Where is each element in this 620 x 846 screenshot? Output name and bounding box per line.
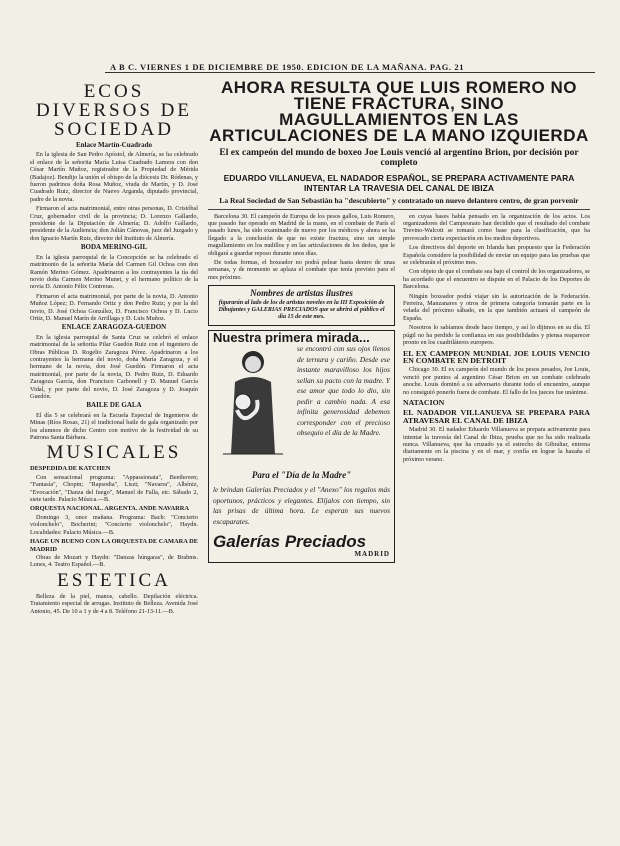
article-paragraph: Barcelona 30. El campeón de Europa de los pesos gallos, Luis Romero, que pasado fue operado en Madrid de la mano, en el combate de París el pasado lunes, ha sido examinado de nuevo por los médicos y ahora se ha llegado a la conclusión de que no existe fractura, sino un simple magullamiento en los nudillos y en las articulaciones de los dedos, que le obligará a guardar reposo durante unos días.: [208, 212, 395, 257]
mother-child-illustration-icon: [213, 344, 291, 464]
header-rule: [105, 72, 595, 73]
article-heading: DESPEDIDA DE KATCHEN: [30, 465, 111, 473]
third-headline: La Real Sociedad de San Sebastián ha "descubierto" y contratado un nuevo delantero centro, de gran porvenir: [219, 196, 579, 205]
brand-logo: Galerías Preciados: [213, 532, 367, 552]
article-paragraph: Con sensacional programa: "Appassionata", Beethoven; "Fantasía", Chopin; "Rapsodia", Liszt; "Navarra", Albéniz, "Evocación", "Danza del fuego", Manuel de Falla, etc. Sábado 2, siete tarde. Palacio Música.—B.: [30, 473, 198, 504]
article-paragraph: Los directivos del deporte en Irlanda han propuesto que la Federación Española considere la posibilidad de enviar un equipo para las pruebas que se celebrarán el próximo mes.: [403, 244, 590, 267]
exhibition-notice-box: [208, 285, 395, 325]
article-paragraph: En la iglesia parroquial de Santa Cruz se celebró el enlace matrimonial de la señorita Pilar Guedón Ruiz con el ingeniero de Obras Públicas D. Rogelio Zaragoza Pérez. Apadrinaron a los contrayentes la hermana del novio, doña María Zaragoza, y el hermano de la novia, don José Guedón. Firmaron el acta matrimonial, por parte de la novia, D. Pedro Ruiz, D. Eduardo Zaragoza García, don Francisco Carbonell y D. Manuel García Vidal, y por parte del novio, D. José Zaragoza y D. Joaquín Guedón.: [30, 333, 198, 400]
article-paragraph: Madrid 30. El nadador Eduardo Villanueva se prepara activamente para intentar la travesía del Canal de Ibiza, prueba que no ha sido realizada nunca. Villanueva, que ha cruzado ya el estrecho de Gibraltar, entrena diariamente en la piscina y en el mar, y confía en lograr la hazaña el próximo verano.: [403, 426, 590, 463]
article-paragraph: De todas formas, el boxeador no podrá pelear hasta dentro de unas semanas, y de momento se aplaza el combate que tenía previsto para el mes próximo.: [208, 259, 395, 281]
article-heading: EL EX CAMPEON MUNDIAL JOE LOUIS VENCIO EN COMBATE EN DETROIT: [403, 348, 590, 365]
article-heading: Enlace Martín-Cuadrado: [75, 141, 153, 149]
article-paragraph: Firmaron el acta matrimonial, entre otras personas, D. Cristóbal Cruz, gobernador civil de la provincia; D. Lorenzo Gallardo, presidente de la Diputación de Almería; D. Adolfo Gallardo, presidente de la Audiencia; don Julián Cánovas, juez del Juzgado y don Ignacio Martín Ruiz, director del Instituto de Almería.: [30, 205, 198, 242]
divider: [208, 209, 590, 210]
article-paragraph: Belleza de la piel, manos, cabello. Depilación eléctrica. Tratamiento especial de arrugas. Instituto de Belleza. Avenida José Antonio, 45. De 10 a 1 y de 4 a 8. Teléfono 21-13-11.—B.: [30, 592, 198, 615]
main-headline: AHORA RESULTA QUE LUIS ROMERO NO TIENE FRACTURA, SINO MAGULLAMIENTOS EN LAS ARTICULACIONES DE LA MANO IZQUIERDA: [209, 80, 589, 145]
sports-column: [208, 80, 590, 840]
ad-text-2: le brindan Galerías Preciados y el "Anexo" los regalos más oportunos, prácticos y elegantes. Elíjalos con tiempo, sin las prisas de última hora. Le esperan sus nuevos escaparates.: [213, 485, 390, 526]
box-title: Nombres de artistas ilustres: [250, 288, 353, 299]
body-column-left: [208, 213, 395, 567]
section-title-swimming: NATACION: [403, 397, 445, 407]
article-paragraph: En la iglesia parroquial de la Concepción se ha celebrado el matrimonio de la señorita María del Carmen Gil Ochoa con don Ramón Merino Gómez. Apadrinaron a los contrayentes la tía del novio doña Carmen Merino Munet, y el hermano político de la novia D. Antonio Félix Contreras.: [30, 253, 198, 291]
article-heading: HAGE UN BUENO CON LA ORQUESTA DE CAMARA DE MADRID: [30, 538, 198, 553]
galerias-advertisement: [208, 330, 395, 563]
ad-body: [213, 344, 390, 464]
section-title-music: MUSICALES: [46, 442, 182, 464]
article-heading: EL NADADOR VILLANUEVA SE PREPARA PARA ATRAVESAR EL CANAL DE IBIZA: [403, 408, 590, 425]
article-heading: BAILE DE GALA: [86, 401, 142, 410]
article-body: [208, 213, 590, 567]
ad-title: Nuestra primera mirada...: [213, 329, 370, 345]
box-text: figurarán al lado de los de artistas noveles en la III Exposición de Dibujantes y GALERIAS PRECIADOS que se abrirá al público el día 15 de este mes.: [218, 299, 385, 320]
body-column-right: [403, 213, 590, 567]
headline-deck: El ex campeón del mundo de boxeo Joe Louis venció al argentino Brion, por decisión por completo: [219, 148, 579, 168]
article-heading: ENLACE ZARAGOZA-GUEDON: [61, 323, 167, 332]
article-paragraph: Domingo 3, once mañana. Programa: Bach: "Concierto violonchelo", Bocherini; "Concierto violonchelo", Haydn. Localidades: Palacio Música.—B.: [30, 513, 198, 536]
article-paragraph: Nosotros lo sabíamos desde hace tiempo, y así lo dijimos en su día. El púgil no ha perdido la confianza en sus posibilidades y piensa reaparecer pronto en los cuadriláteros europeos.: [403, 324, 590, 347]
article-paragraph: Chicago 30. El ex campeón del mundo de los pesos pesados, Joe Louis, venció por puntos al argentino César Brion en un combate celebrado anoche. Louis dominó a su adversario durante todo el encuentro, aunque no consiguió ponerlo fuera de combate. El fallo de los jueces fue unánime.: [403, 366, 590, 396]
article-paragraph: El día 5 se celebrará en la Escuela Especial de Ingenieros de Minas (Ríos Rosas, 21) el tradicional baile de gala organizado por los alumnos de dicho Centro con motivo de la festividad de su Patrona Santa Bárbara.: [30, 411, 198, 442]
article-heading: ORQUESTA NACIONAL. ARGENTA. ANDE NAVARRA: [30, 505, 189, 513]
section-title-beauty: ESTETICA: [57, 569, 171, 591]
article-paragraph: Firmaron el acta matrimonial, por parte de la novia, D. Antonio Muñoz López; D. Fernando Ortiz y don Pedro Ruiz; y por la del novio, D. José Ochoa González, D. Francisco Ochoa y D. Lucio Ortiz, D. Manuel Marín de Arrillaga y D. Luis Muñoz.: [30, 292, 198, 322]
article-paragraph: Obras de Mozart y Haydn: "Danzas húngaras", de Brahms. Lunes, 4. Teatro Español.—B.: [30, 553, 198, 569]
article-paragraph: En la iglesia de San Pedro Apóstol, de Almería, se ha celebrado el enlace de la señorita María Luisa Cuadrado Lamera con don César Martín Muñoz, registrador de la Propiedad de Mérida (Badajoz). Bendijo la unión el obispo de la diócesis Dr. Ródenas, y fueron padrinos doña Rosa Muñoz, viuda de Martín, y D. José Cuadrado Ruiz, director de Nuevo Arganda, diputado provincial, padre de la novia.: [30, 151, 198, 203]
society-column: [30, 80, 198, 840]
brand-city: MADRID: [354, 550, 390, 559]
ad-subheading: Para el "Día de la Madre": [251, 470, 352, 481]
ad-text: se encontró con sus ojos llenos de ternura y cariño. Desde ese instante maravilloso los hijos sellan su pacto con la madre. Y ese amor que todo lo dio, sin pedir a cambio nada. A esa infinita generosidad debemos corresponder con el precioso obsequio el día de la Madre.: [297, 344, 390, 438]
section-title-society: ECOS DIVERSOS DE SOCIEDAD: [36, 81, 192, 140]
page-header: A B C. VIERNES 1 DE DICIEMBRE DE 1950. EDICION DE LA MAÑANA. PAG. 21: [110, 62, 465, 72]
second-headline: EDUARDO VILLANUEVA, EL NADADOR ESPAÑOL, SE PREPARA ACTIVAMENTE PARA INTENTAR LA TRAVESIA DEL CANAL DE IBIZA: [223, 173, 575, 193]
article-paragraph: Ningún boxeador podrá viajar sin la autorización de la Federación. Ferreira, Manzanares y otros de primera categoría tomarán parte en la velada del próximo sábado, en la que también actuará el campeón de España.: [403, 292, 590, 322]
article-heading: BODA MERINO-GIL: [80, 243, 148, 252]
article-paragraph: Con objeto de que el combate sea bajo el control de los organizadores, se ha acordado que el encuentro se dispute en el Palacio de los Deportes de Barcelona.: [403, 268, 590, 291]
article-paragraph: en cuyas bases había pensado en la organización de los actos. Los organizadores del Campeonato han decidido que el resultado del combate Trevino-Walcott se tomará como base para la clasificación, que ha provocado cierta expectación en los medios deportivos.: [403, 212, 590, 242]
